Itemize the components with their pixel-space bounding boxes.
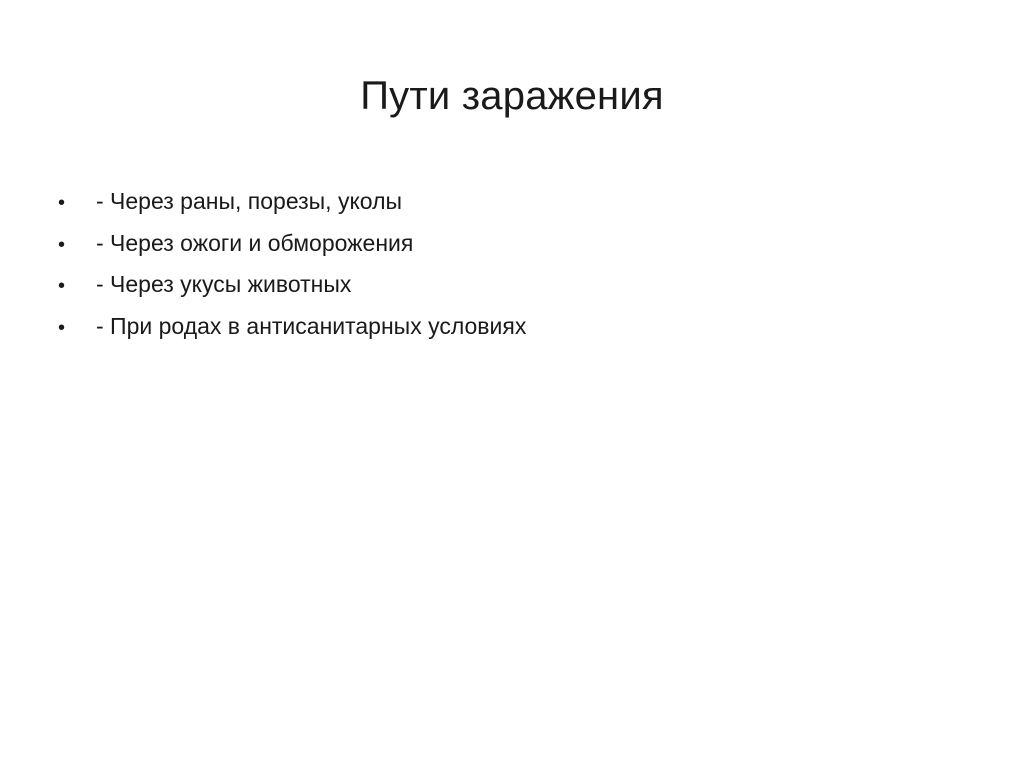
bullet-icon: • [58,316,66,339]
list-item-text: - Через ожоги и обморожения [96,229,414,256]
bullet-list [58,181,526,347]
list-item-text: - Через укусы животных [96,271,352,297]
list-item [58,181,526,223]
bullet-icon: • [58,275,66,297]
bullet-icon: • [58,233,66,256]
list-item-text: - При родах в антисанитарных условиях [96,312,527,339]
bullet-icon: • [58,192,66,214]
list-item [58,223,526,265]
list-item [58,306,526,348]
slide-title: Пути заражения [360,74,664,118]
list-item-text: - Через раны, порезы, уколы [96,188,403,214]
list-item [58,264,526,306]
